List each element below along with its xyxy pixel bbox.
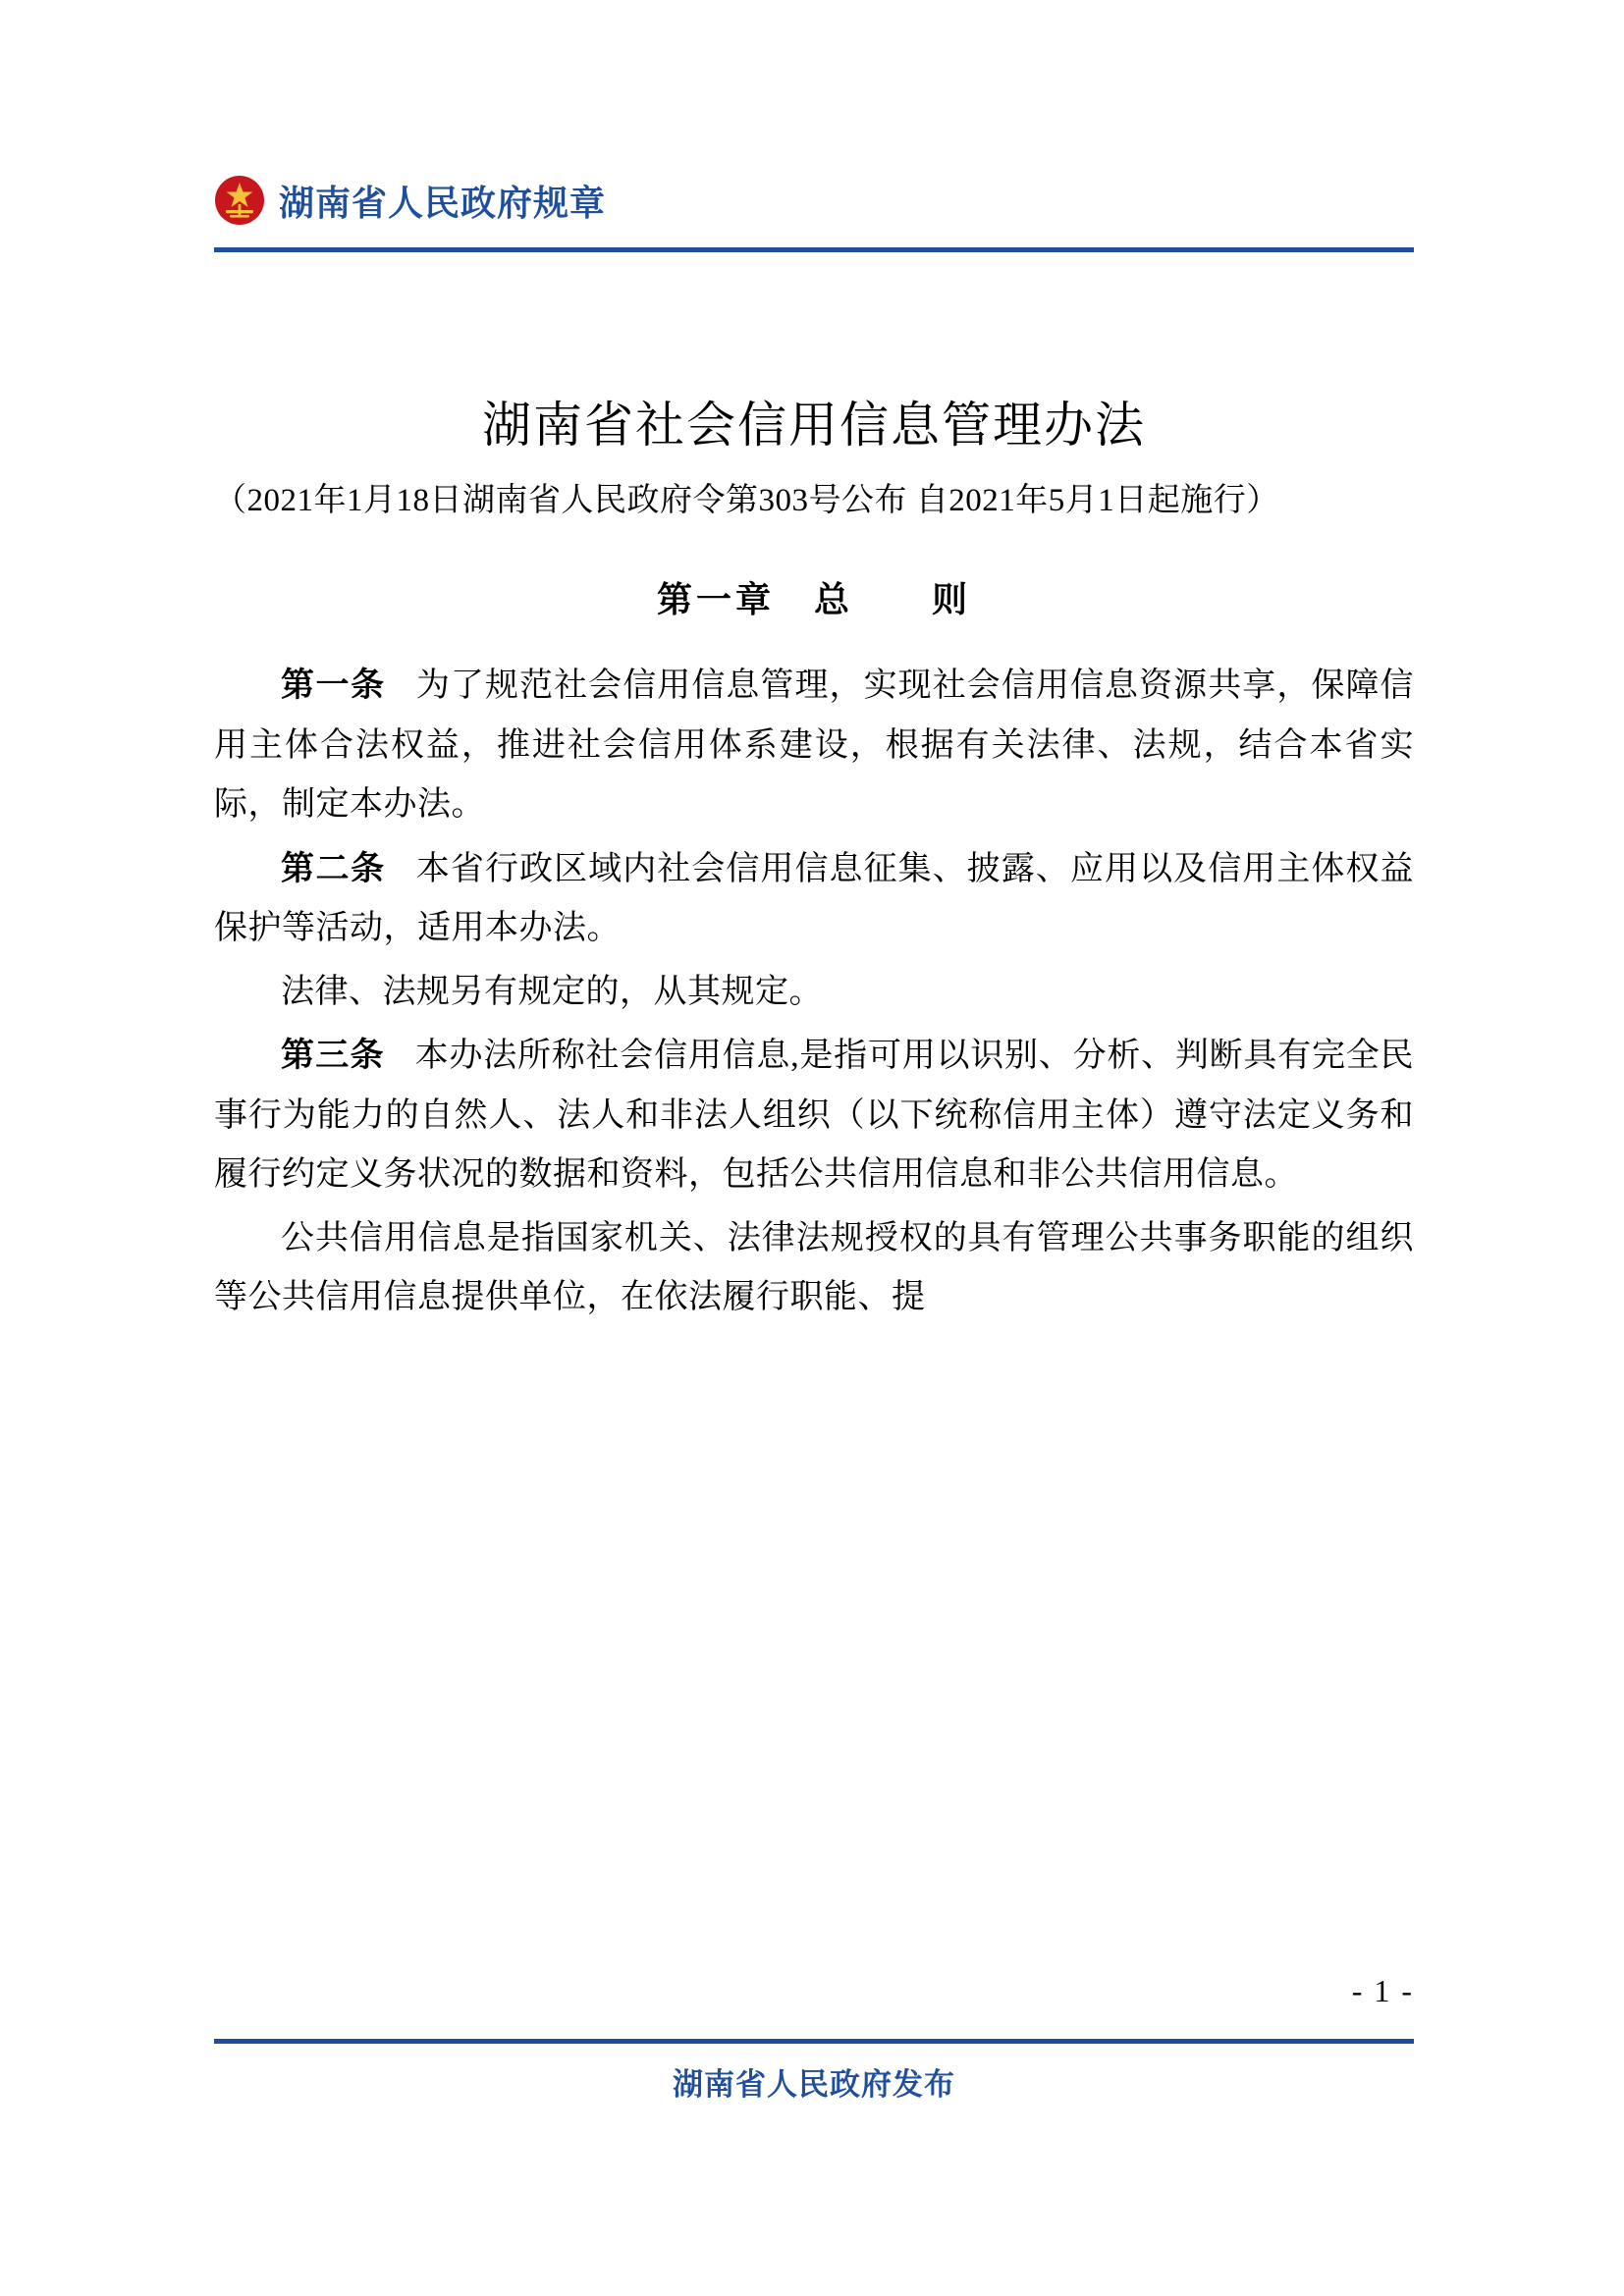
article-paragraph — [214, 963, 1414, 1023]
national-emblem-icon — [214, 175, 265, 226]
article-paragraph — [214, 839, 1414, 959]
header-title: 湖南省人民政府规章 — [279, 182, 607, 223]
article-text: 法律、法规另有规定的，从其规定。 — [281, 973, 823, 1010]
article-text: 公共信用信息是指国家机关、法律法规授权的具有管理公共事务职能的组织等公共信用信息提供单位，在依法履行职能、提 — [214, 1219, 1414, 1316]
page-number: - 1 - — [1351, 1973, 1414, 2008]
article-text: 本省行政区域内社会信用信息征集、披露、应用以及信用主体权益保护等活动，适用本办法。 — [214, 850, 1415, 947]
article-label: 第二条 — [281, 849, 386, 887]
article-label: 第一条 — [281, 667, 386, 705]
article-paragraph — [214, 1026, 1414, 1205]
article-paragraph — [214, 656, 1414, 835]
header-divider — [214, 247, 1414, 252]
chapter-heading: 第一章 总 则 — [656, 579, 971, 620]
document-body — [214, 393, 1414, 1332]
article-label: 第三条 — [281, 1037, 385, 1075]
footer-divider — [214, 2039, 1414, 2044]
article-paragraph — [214, 1209, 1414, 1328]
document-subtitle: （2021年1月18日湖南省人民政府令第303号公布 自2021年5月1日起施行） — [214, 482, 1279, 518]
footer-publisher: 湖南省人民政府发布 — [673, 2067, 955, 2102]
article-text: 为了规范社会信用信息管理，实现社会信用信息资源共享，保障信用主体合法权益，推进社会信用体系建设，根据有关法律、法规，结合本省实际，制定本办法。 — [214, 667, 1415, 824]
article-text: 本办法所称社会信用信息,是指可用以识别、分析、判断具有完全民事行为能力的自然人、法人和非法人组织（以下统称信用主体）遵守法定义务和履行约定义务状况的数据和资料，包括公共信用信息和非公共信用信息。 — [214, 1038, 1415, 1194]
document-title: 湖南省社会信用信息管理办法 — [482, 398, 1146, 453]
document-header — [214, 165, 1414, 255]
